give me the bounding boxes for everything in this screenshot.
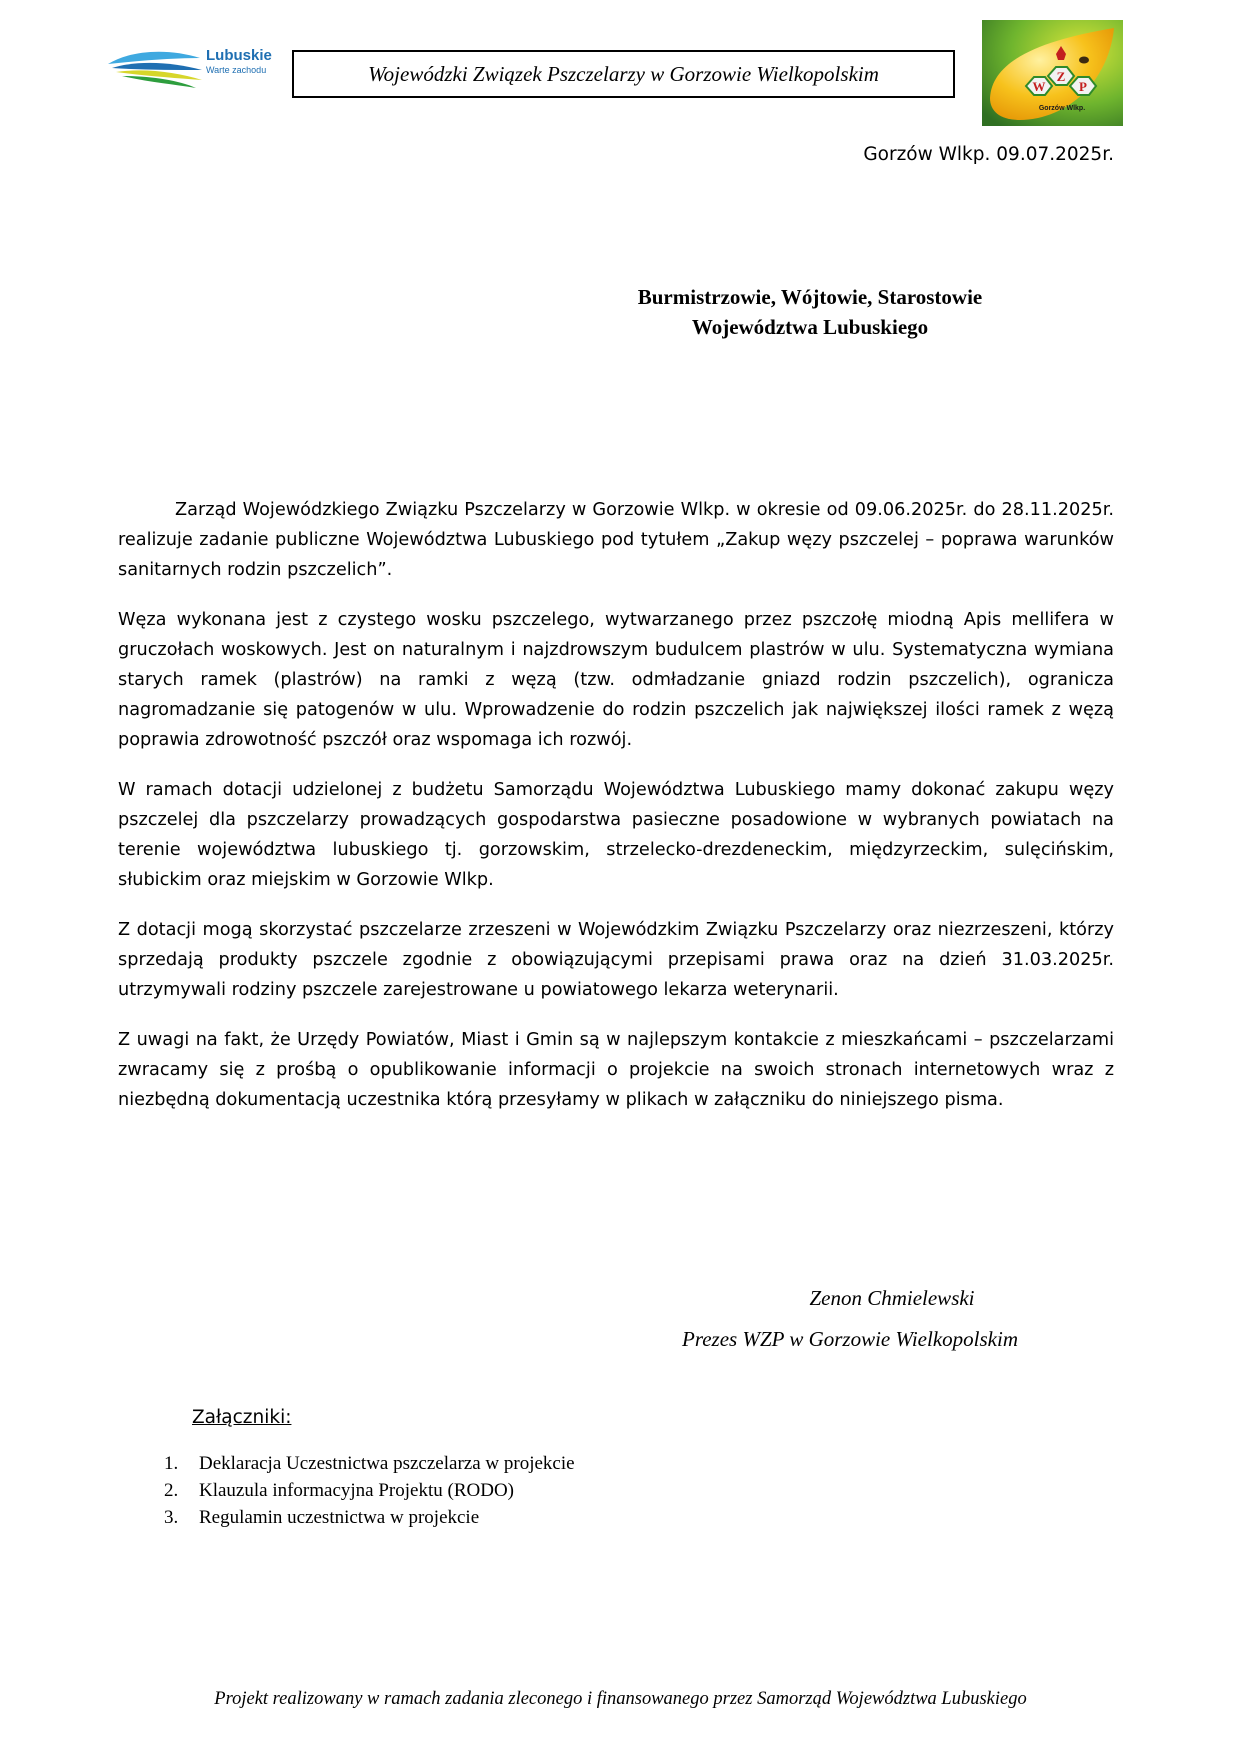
attachment-item [164,1504,575,1531]
bee-icon [1079,57,1089,64]
attachment-item [164,1450,575,1477]
addressee [560,282,1060,342]
attachment-number: 2. [164,1480,179,1501]
association-name: Wojewódzki Związek Pszczelarzy w Gorzowie Wielkopolskim [368,61,879,86]
attachments-list [164,1450,575,1531]
lubuskie-logo-swoosh-icon [106,44,206,92]
attachment-text: Regulamin uczestnictwa w projekcie [199,1507,480,1528]
wzp-letter-z: Z [1056,69,1066,84]
body-paragraph-1: Zarząd Wojewódzkiego Związku Pszczelarzy w Gorzowie Wlkp. w okresie od 09.06.2025r. do 28.11.2025r. realizuje zadanie publiczne Województwa Lubuskiego pod tytułem „Zakup węzy pszczelej – poprawa warunków sanitarnych rodzin pszczelich”. [118,500,1114,580]
signatory-name: Zenon Chmielewski [809,1286,975,1310]
body-paragraph-3: W ramach dotacji udzielonej z budżetu Samorządu Województwa Lubuskiego mamy dokonać zakupu węzy pszczelej dla pszczelarzy prowadzących gospodarstwa pasieczne posadowione w wybranych powiatach na terenie województwa lubuskiego tj. gorzowskim, strzelecko-drezdeneckim, międzyrzeckim, sulęcińskim, słubickim oraz miejskim w Gorzowie Wlkp. [118,780,1114,890]
attachment-text: Deklaracja Uczestnictwa pszczelarza w projekcie [199,1453,575,1474]
wzp-logo [982,20,1123,126]
lubuskie-logo-tagline: Warte zachodu [206,65,267,75]
attachment-item [164,1477,575,1504]
wzp-letter-p: P [1079,79,1087,94]
association-header-box [292,50,955,98]
letter-body [118,495,1114,1135]
body-paragraph-2: Węza wykonana jest z czystego wosku pszczelego, wytwarzanego przez pszczołę miodną Apis mellifera w gruczołach woskowych. Jest on naturalnym i najzdrowszym budulcem plastrów w ulu. Systematyczna wymiana starych ramek (plastrów) na ramki z węzą (tzw. odmładzanie gniazd rodzin pszczelich), ogranicza nagromadzanie się patogenów w ulu. Wprowadzenie do rodzin pszczelich jak największej ilości ramek z węzą poprawia zdrowotność pszczół oraz wspomaga ich rozwój. [118,610,1114,750]
attachments-heading: Załączniki: [192,1407,292,1428]
body-paragraph-4: Z dotacji mogą skorzystać pszczelarze zrzeszeni w Wojewódzkim Związku Pszczelarzy oraz niezrzeszeni, którzy sprzedają produkty pszczele zgodnie z obowiązującymi przepisami prawa oraz na dzień 31.03.2025r. utrzymywali rodziny pszczele zarejestrowane u powiatowego lekarza weterynarii. [118,920,1114,1000]
wzp-logo-caption: Gorzów Wlkp. [1038,105,1086,112]
addressee-line-2: Województwa Lubuskiego [691,315,929,339]
attachment-text: Klauzula informacyjna Projektu (RODO) [199,1480,514,1501]
attachment-number: 1. [164,1453,179,1474]
body-paragraph-5: Z uwagi na fakt, że Urzędy Powiatów, Miast i Gmin są w najlepszym kontakcie z mieszkańcami – pszczelarzami zwracamy się z prośbą o opublikowanie informacji o projekcie na swoich stronach internetowych wraz z niezbędną dokumentacją uczestnika którą przesyłamy w plikach w załączniku do niniejszego pisma. [118,1030,1114,1110]
footer-note: Projekt realizowany w ramach zadania zleconego i finansowanego przez Samorząd Województwa Lubuskiego [214,1689,1027,1709]
letter-date: Gorzów Wlkp. 09.07.2025r. [863,144,1114,165]
wzp-letter-w: W [1032,79,1046,94]
lubuskie-logo [106,44,281,94]
signature-block [640,1278,1060,1360]
attachment-number: 3. [164,1507,179,1528]
lubuskie-logo-name: Lubuskie [206,47,272,64]
signatory-title: Prezes WZP w Gorzowie Wielkopolskim [682,1327,1018,1351]
addressee-line-1: Burmistrzowie, Wójtowie, Starostowie [637,285,983,309]
